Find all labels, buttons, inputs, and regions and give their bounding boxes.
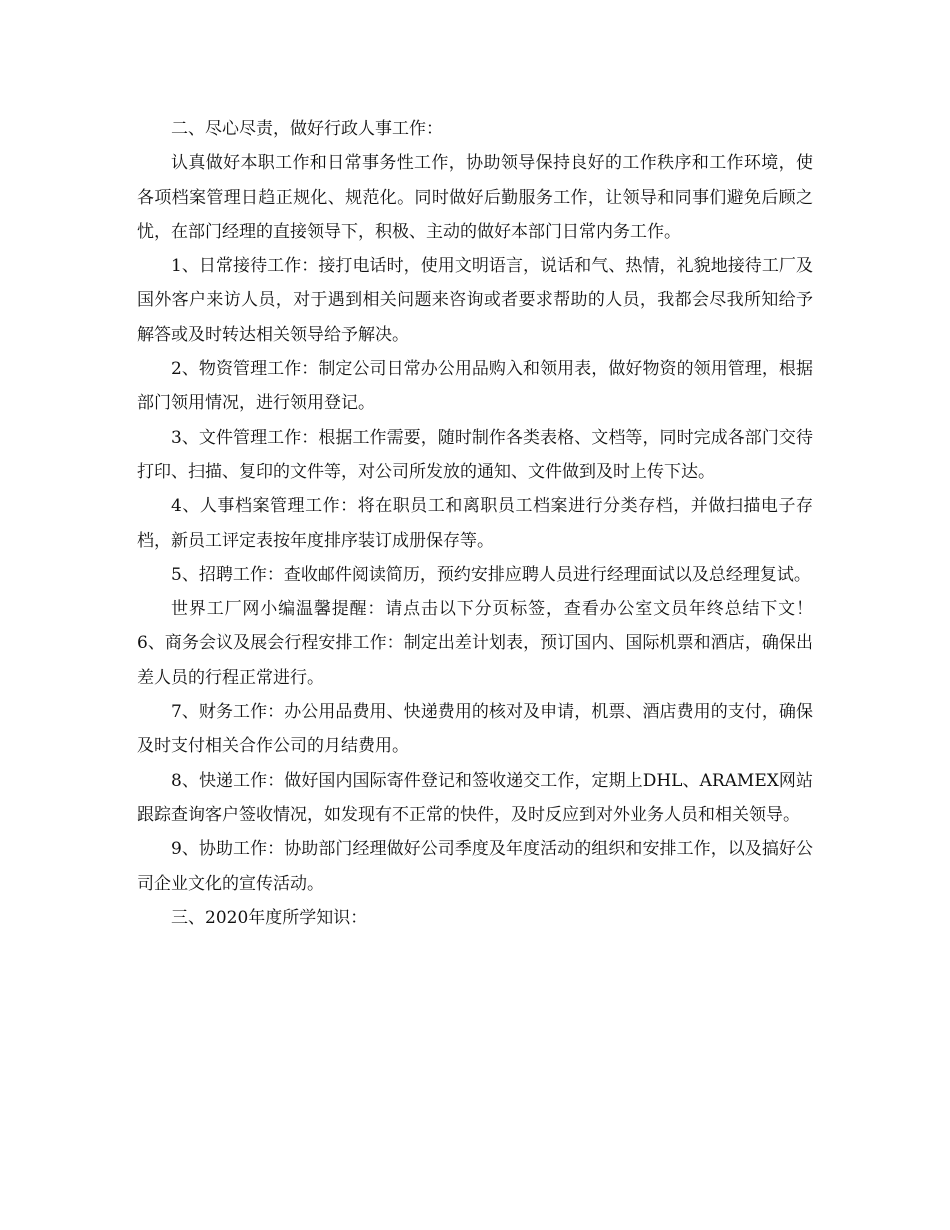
paragraph-reminder-and-meetings: 世界工厂网小编温馨提醒：请点击以下分页标签，查看办公室文员年终总结下文！ 6、商务会议及展会行程安排工作：制定出差计划表，预订国内、国际机票和酒店，确保出差人员的行程正常进行。 xyxy=(137,599,824,688)
paragraph-assistance: 9、协助工作：协助部门经理做好公司季度及年度活动的组织和安排工作，以及搞好公司企业文化的宣传活动。 xyxy=(137,839,813,894)
paragraph-reception: 1、日常接待工作：接打电话时，使用文明语言，说话和气、热情，礼貌地接待工厂及国外客户来访人员，对于遇到相关问题来咨询或者要求帮助的人员，我都会尽我所知给予解答或及时转达相关领导给予解决。 xyxy=(137,256,813,345)
paragraph-finance: 7、财务工作：办公用品费用、快递费用的核对及申请，机票、酒店费用的支付，确保及时支付相关合作公司的月结费用。 xyxy=(137,702,813,757)
paragraph-express: 8、快递工作：做好国内国际寄件登记和签收递交工作，定期上DHL、ARAMEX网站跟踪查询客户签收情况，如发现有不正常的快件，及时反应到对外业务人员和相关领导。 xyxy=(137,770,813,825)
paragraph-intro: 认真做好本职工作和日常事务性工作，协助领导保持良好的工作秩序和工作环境，使各项档案管理日趋正规化、规范化。同时做好后勤服务工作，让领导和同事们避免后顾之忧，在部门经理的直接领导下，积极、主动的做好本部门日常内务工作。 xyxy=(137,153,813,242)
section-heading-knowledge: 三、2020年度所学知识： xyxy=(171,907,368,928)
document-body xyxy=(137,112,824,935)
paragraph-documents: 3、文件管理工作：根据工作需要，随时制作各类表格、文档等，同时完成各部门交待打印、扫描、复印的文件等，对公司所发放的通知、文件做到及时上传下达。 xyxy=(137,427,813,482)
paragraph-supplies: 2、物资管理工作：制定公司日常办公用品购入和领用表，做好物资的领用管理，根据部门领用情况，进行领用登记。 xyxy=(137,359,813,414)
paragraph-recruitment: 5、招聘工作：查收邮件阅读简历，预约安排应聘人员进行经理面试以及总经理复试。 xyxy=(171,564,811,585)
paragraph-personnel-files: 4、人事档案管理工作：将在职员工和离职员工档案进行分类存档，并做扫描电子存档，新员工评定表按年度排序装订成册保存等。 xyxy=(137,496,813,551)
section-heading-admin-work: 二、尽心尽责，做好行政人事工作： xyxy=(171,119,443,139)
